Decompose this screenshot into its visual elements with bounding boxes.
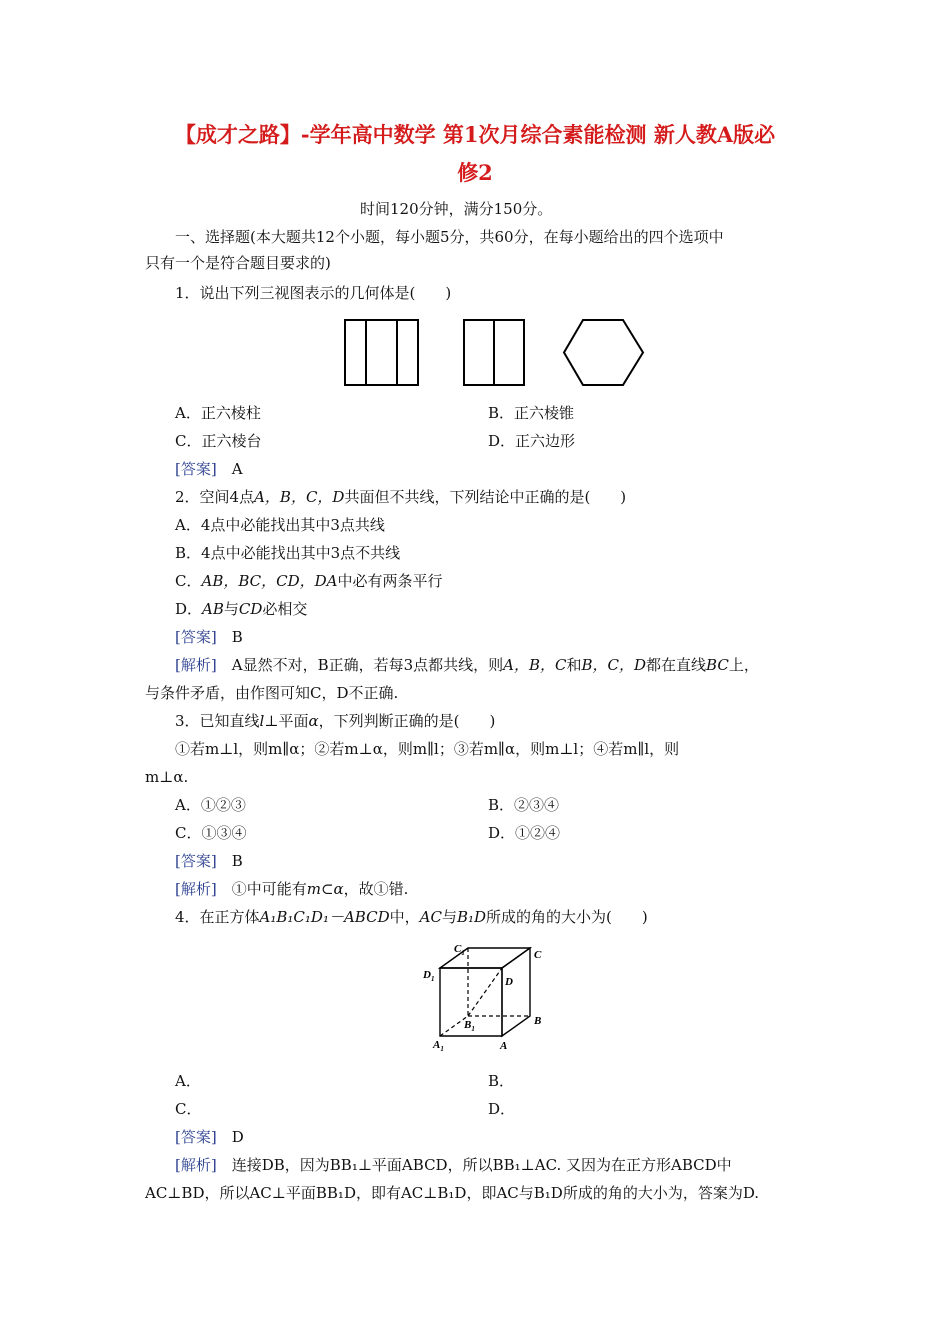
q3-conditions-line1: ①若m⊥l，则m∥α；②若m⊥α，则m∥l；③若m∥α，则m⊥l；④若m∥l，则 — [175, 740, 680, 758]
q3-answer-value: B — [231, 852, 243, 870]
q2-option-c: C．AB，BC，CD，DA中必有两条平行 — [175, 572, 443, 590]
q3-conditions-line2: m⊥α. — [145, 768, 189, 786]
label-d: D — [505, 976, 513, 988]
section-heading-line1: 一、选择题(本大题共12个小题，每小题5分，共60分，在每小题给出的四个选项中 — [175, 228, 724, 246]
q4-analysis-line1: [解析] 连接DB，因为BB₁⊥平面ABCD，所以BB₁⊥AC. 又因为在正方形ABCD中 — [175, 1156, 732, 1174]
q2-answer-value: B — [231, 628, 243, 646]
q2-points: A，B，C，D — [254, 488, 345, 506]
q1-option-a: A．正六棱柱 — [175, 404, 261, 422]
answer-tag: [答案] — [175, 460, 217, 478]
answer-tag: [答案] — [175, 628, 217, 646]
label-b1: B — [464, 1019, 472, 1031]
label-d1: D — [423, 969, 431, 981]
label-c: C — [534, 949, 542, 961]
top-view-hexagon — [564, 320, 643, 385]
document-title-line1: 【成才之路】-学年高中数学 第1次月综合素能检测 新人教A版必 — [174, 122, 776, 147]
q4-analysis-line2: AC⊥BD，所以AC⊥平面BB₁D，即有AC⊥B₁D，即AC与B₁D所成的角的大小为，答案为D. — [145, 1184, 760, 1202]
q4-option-a: A． — [175, 1072, 201, 1090]
q1-option-d: D．正六边形 — [488, 432, 576, 450]
label-a1: A — [433, 1039, 441, 1051]
svg-text:D1: $D_1$ — [423, 969, 435, 983]
q3-option-b: B．②③④ — [488, 796, 560, 814]
document-title-line2: 修2 — [457, 160, 493, 185]
q2-option-a: A．4点中必能找出其中3点共线 — [175, 516, 385, 534]
q3-option-a: A．①②③ — [175, 796, 246, 814]
q4-stem: 4．在正方体A₁B₁C₁D₁－ABCD中，AC与B₁D所成的角的大小为( ) — [175, 908, 648, 926]
exam-meta: 时间120分钟，满分150分。 — [360, 200, 553, 218]
analysis-tag: [解析] — [175, 880, 217, 898]
q2-option-d: D．AB与CD必相交 — [175, 600, 308, 618]
cube-figure — [420, 938, 560, 1060]
q4-option-c: C． — [175, 1100, 202, 1118]
q1-answer — [175, 458, 243, 480]
front-view — [345, 320, 418, 385]
analysis-tag: [解析] — [175, 656, 217, 674]
svg-text:B1: $B_1$ — [464, 1019, 475, 1033]
section-heading-line2: 只有一个是符合题目要求的) — [145, 254, 331, 272]
q4-option-b: B． — [488, 1072, 515, 1090]
label-a: A — [500, 1040, 508, 1052]
q4-option-d: D． — [488, 1100, 516, 1118]
label-c1: C — [454, 943, 462, 955]
q3-analysis: [解析] ①中可能有m⊂α，故①错. — [175, 880, 409, 898]
q4-answer — [175, 1126, 244, 1148]
q2-answer — [175, 626, 243, 648]
svg-text:C1: $C_1$ — [454, 943, 465, 957]
q3-stem: 3．已知直线l⊥平面α，下列判断正确的是( ) — [175, 712, 496, 730]
answer-tag: [答案] — [175, 1128, 217, 1146]
svg-text:A1: $A_1$ — [433, 1039, 444, 1053]
q3-option-d: D．①②④ — [488, 824, 561, 842]
q3-answer — [175, 850, 243, 872]
q1-option-c: C．正六棱台 — [175, 432, 262, 450]
q2-analysis-line2: 与条件矛盾，由作图可知C，D不正确. — [145, 684, 399, 702]
q3-option-c: C．①③④ — [175, 824, 247, 842]
q1-answer-value: A — [231, 460, 243, 478]
q2-option-b: B．4点中必能找出其中3点不共线 — [175, 544, 401, 562]
analysis-tag: [解析] — [175, 1156, 217, 1174]
q2-analysis-line1: [解析] A显然不对，B正确，若每3点都共线，则A，B，C和B，C，D都在直线BC上， — [175, 656, 759, 674]
three-view-figure — [340, 315, 650, 390]
answer-tag: [答案] — [175, 852, 217, 870]
label-b: B — [534, 1015, 542, 1027]
q1-stem: 1．说出下列三视图表示的几何体是( ) — [175, 284, 452, 302]
q4-answer-value: D — [231, 1128, 244, 1146]
q1-option-b: B．正六棱锥 — [488, 404, 575, 422]
q2-stem: 2．空间4点A，B，C，D共面但不共线，下列结论中正确的是( ) — [175, 488, 627, 506]
